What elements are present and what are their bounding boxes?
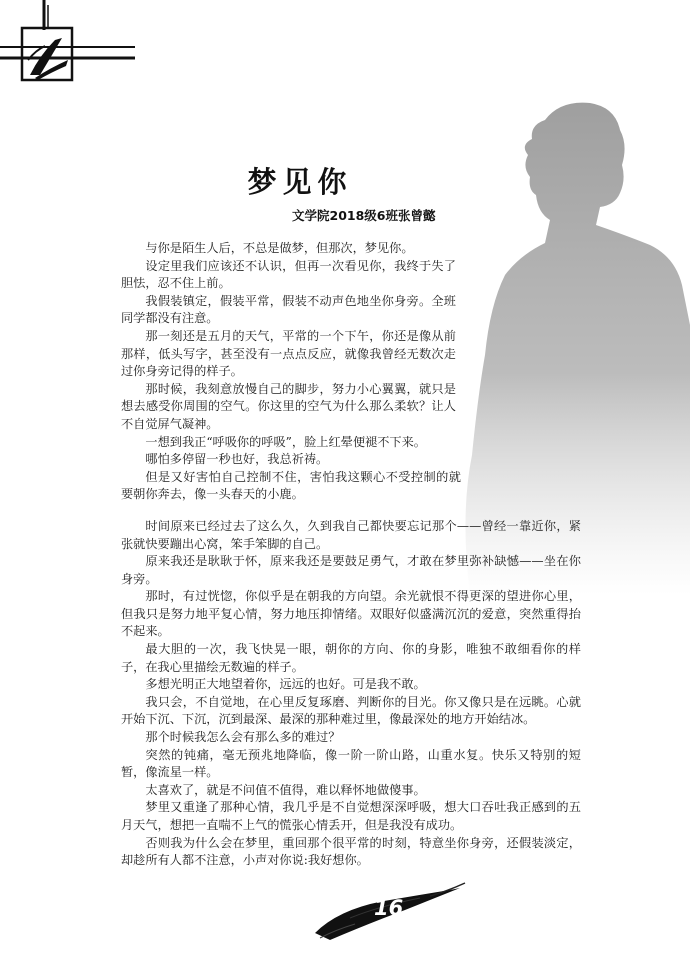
paragraph: 与你是陌生人后，不总是做梦，但那次，梦见你。 xyxy=(145,241,414,255)
paragraph: 那时候，我刻意放慢自己的脚步，努力小心翼翼，就只是想去感受你周围的空气。你这里的空气为什么那么柔软？让人不自觉屏气凝神。 xyxy=(121,381,456,431)
paragraph: 设定里我们应该还不认识，但再一次看见你，我终于失了胆怯，忍不住上前。 xyxy=(121,258,456,291)
paragraph: 那一刻还是五月的天气，平常的一个下午，你还是像从前那样，低头写字，甚至没有一点点反应，就像我曾经无数次走过你身旁记得的样子。 xyxy=(121,328,456,379)
paragraph: 太喜欢了，就是不问值不值得，难以释怀地做傻事。 xyxy=(145,782,426,797)
paragraph: 突然的钝痛，毫无预兆地降临，像一阶一阶山路，山重水复。快乐又特别的短暂，像流星一样。 xyxy=(121,747,581,780)
corner-brush-frame-icon xyxy=(0,0,150,100)
page-number-area xyxy=(310,878,470,948)
paragraph: 否则我为什么会在梦里，重回那个很平常的时刻，特意坐你身旁，还假装淡定，却趁所有人都不注意，小声对你说:我好想你。 xyxy=(121,835,581,868)
paragraph: 多想光明正大地望着你，远远的也好。可是我不敢。 xyxy=(145,677,426,692)
paragraph: 原来我还是耿耿于怀，原来我还是要鼓足勇气，才敢在梦里弥补缺憾——坐在你身旁。 xyxy=(121,554,581,586)
paragraph: 时间原来已经过去了这么久，久到我自己都快要忘记那个——曾经一靠近你，紧张就快要蹦出心窝，笨手笨脚的自己。 xyxy=(121,518,581,551)
paragraph: 我假装镇定，假装平常，假装不动声色地坐你身旁。全班同学都没有注意。 xyxy=(121,293,456,326)
paragraph: 最大胆的一次，我飞快晃一眼，朝你的方向、你的身影，唯独不敢细看你的样子，在我心里描绘无数遍的样子。 xyxy=(121,642,581,674)
paragraph: 那时，有过恍惚，你似乎是在朝我的方向望。余光就恨不得更深的望进你心里，但我只是努力地平复心情，努力地压抑情绪。双眼好似盛满沉沉的爱意，突然重得抬不起来。 xyxy=(121,589,581,639)
page-number: 16 xyxy=(374,896,404,920)
article-byline: 文学院2018级6班张曾懿 xyxy=(292,208,436,223)
paragraph: 梦里又重逢了那种心情，我几乎是不自觉想深深呼吸，想大口吞吐我正感到的五月天气，想把一直喘不上气的慌张心情丢开，但是我没有成功。 xyxy=(121,800,581,832)
article-body xyxy=(121,240,581,870)
paragraph: 那个时候我怎么会有那么多的难过？ xyxy=(145,730,341,745)
paragraph: 哪怕多停留一秒也好，我总祈祷。 xyxy=(145,452,329,467)
paragraph: 我只会，不自觉地，在心里反复琢磨、判断你的目光。你又像只是在远眺。心就开始下沉、下沉，沉到最深、最深的那种难过里，像最深处的地方开始结冰。 xyxy=(121,694,581,727)
paragraph: 但是又好害怕自己控制不住，害怕我这颗心不受控制的就要朝你奔去，像一头春天的小鹿。 xyxy=(121,469,461,502)
article-title: 梦见你 xyxy=(247,165,353,199)
paragraph: 一想到我正“呼吸你的呼吸”，脸上红晕便褪不下来。 xyxy=(145,434,426,449)
